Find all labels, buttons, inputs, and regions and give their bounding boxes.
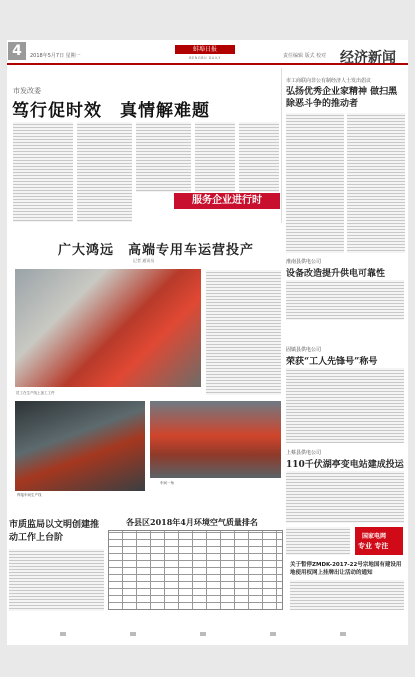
right-story4-kicker: 上蔡县供电公司 (286, 450, 322, 456)
factory-photo-line (15, 401, 145, 491)
lead-story-text (136, 122, 191, 192)
lead-story-text (195, 122, 235, 192)
feature-byline: 记者 通讯员 (133, 258, 155, 263)
right-story2-headline: 设备改造提升供电可靠性 (286, 269, 386, 279)
land-notice-headline: 关于暂停ZMDK-2017-22号宗地国有建设用地使用权网上挂牌出让活动的通知 (290, 562, 402, 576)
editor-credits: 责任编辑 版式 校对 (283, 53, 327, 59)
lead-story-text (77, 122, 132, 222)
right-story4-text (286, 527, 350, 555)
photo-caption: 焊接车间生产线 (17, 493, 42, 497)
lead-story-banner: 服务企业进行时 (174, 193, 280, 209)
masthead-logo: 蚌埠日报 (175, 45, 235, 54)
ad-brand: 国家电网 (362, 533, 387, 540)
lead-story-text (13, 122, 73, 222)
section-title: 经济新闻 (340, 50, 396, 66)
right-story4-text (286, 471, 404, 523)
factory-photo-workshop (150, 401, 281, 478)
masthead-subtitle: BENGBU DAILY (189, 56, 221, 60)
quality-bureau-text (9, 549, 104, 611)
ad-slogan: 专业 专注 (358, 542, 389, 550)
right-story1-text (347, 113, 405, 253)
right-story4-headline: 110千伏湖亭变电站建成投运 (286, 460, 404, 470)
quality-bureau-headline: 市质监局以文明创建推动工作上台阶 (9, 520, 100, 543)
right-story1-text (286, 113, 344, 253)
air-quality-table-title: 各县区2018年4月环境空气质量排名 (126, 517, 258, 527)
feature-headline: 广大鸿远 高端专用车运营投产 (58, 243, 255, 258)
lead-story-kicker: 市发改委 (13, 87, 41, 95)
right-story2-kicker: 淮南县供电公司 (286, 259, 322, 265)
right-story3-text (286, 368, 404, 443)
feature-text (206, 270, 281, 395)
page-footer-ornament (60, 632, 360, 636)
right-story1-headline: 弘扬优秀企业家精神 做扫黑除恶斗争的推动者 (286, 87, 398, 109)
page-number: 4 (8, 42, 26, 60)
factory-photo-worker (15, 269, 201, 387)
photo-caption: 员工在生产线上加工工件 (16, 391, 55, 395)
right-story2-text (286, 280, 404, 320)
air-quality-table (108, 530, 283, 610)
right-story3-headline: 荣获“工人先锋号”称号 (286, 357, 378, 367)
photo-caption: 车间一角 (160, 481, 174, 485)
issue-date: 2018年5月7日 星期一 (30, 53, 81, 59)
lead-story-headline: 笃行促时效 真情解难题 (12, 101, 210, 121)
land-notice-text (290, 580, 404, 610)
right-story1-kicker: 市工商联向非公有制经济人士发出倡议 (286, 78, 372, 84)
right-story3-kicker: 固镇县供电公司 (286, 347, 322, 353)
lead-story-text (239, 122, 279, 192)
